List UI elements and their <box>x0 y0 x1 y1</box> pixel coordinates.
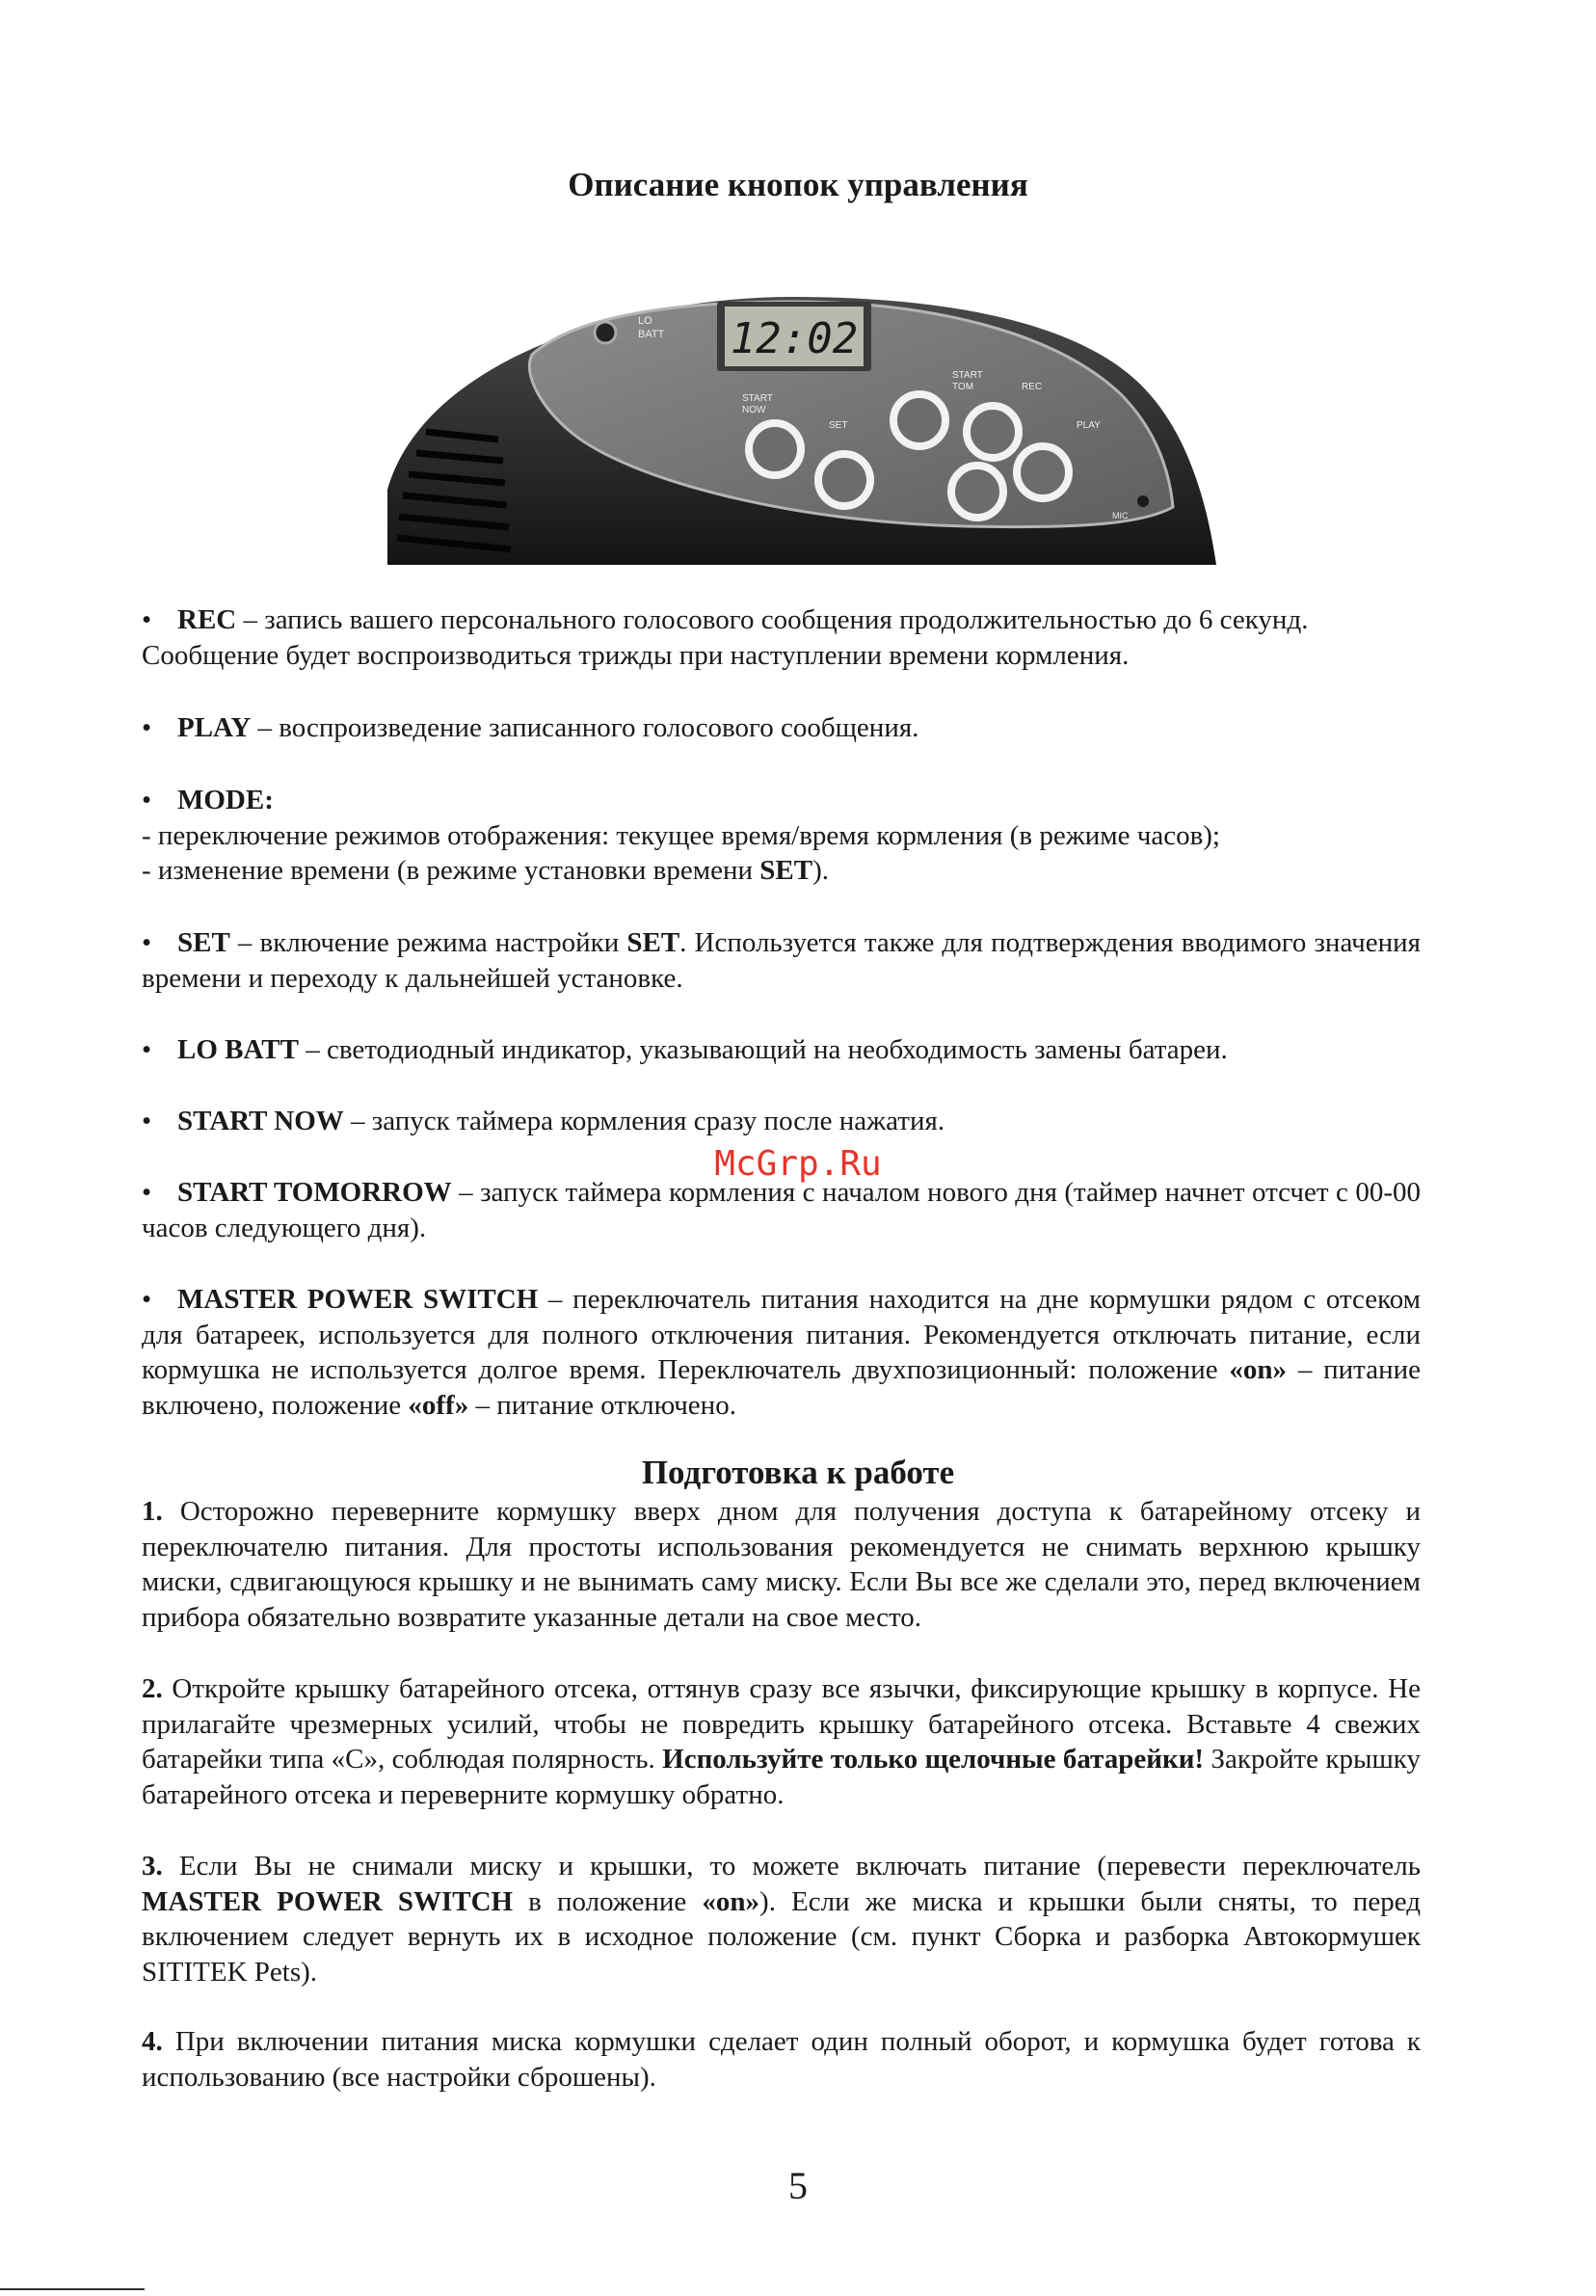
label-set: SET <box>829 420 848 431</box>
desc-play: – воспроизведение записанного голосового сообщения. <box>251 712 919 743</box>
term-play: PLAY <box>177 712 252 743</box>
step-2-bold: Используйте только щелочные батарейки! <box>662 1744 1205 1775</box>
bullet-icon: • <box>142 604 152 635</box>
footer-rule <box>0 2288 145 2290</box>
watermark: McGrp.Ru <box>714 1144 882 1184</box>
bullet-icon: • <box>142 1284 152 1315</box>
term-rec: REC <box>177 604 237 635</box>
label-batt: BATT <box>638 329 665 340</box>
start-now-button <box>749 423 801 475</box>
term-start-now: START NOW <box>177 1106 344 1136</box>
item-start-tomorrow <box>142 1175 1421 1245</box>
desc-master-on: «on» <box>1229 1354 1288 1385</box>
rec-button <box>967 406 1019 458</box>
label-rec: REC <box>1022 382 1043 392</box>
item-start-now <box>142 1104 1421 1139</box>
play-button <box>1017 446 1069 498</box>
term-master-power: MASTER POWER SWITCH <box>177 1284 539 1315</box>
desc-start-now: – запуск таймера кормления сразу после нажатия. <box>343 1106 945 1136</box>
bullet-icon: • <box>142 1177 152 1208</box>
label-start-now-2: NOW <box>742 405 766 415</box>
bullet-icon: • <box>142 1106 152 1136</box>
step-4-text: При включении питания миска кормушки сделает один полный оборот, и кормушка будет готова к использованию (все настройки сброшены). <box>142 2026 1421 2093</box>
item-rec <box>142 602 1421 673</box>
step-3-bold-1: MASTER POWER SWITCH <box>142 1885 514 1917</box>
step-3-bold-2: «on» <box>702 1885 760 1917</box>
desc-master-off: «off» <box>408 1389 469 1421</box>
label-play: PLAY <box>1077 420 1101 431</box>
desc-mode-1: - переключение режимов отображения: текущее время/время кормления (в режиме часов); <box>142 819 1220 851</box>
step-2-text-a: Откройте крышку батарейного отсека, оттянув сразу все язычки, фиксирующие крышку в корпусе. Не прилагайте чрезмерных усилий, чтобы не повредить крышку батарейного отсека. Вставьте 4 свежих батарейки типа «C», соблюдая полярность. <box>142 1673 1421 1775</box>
step-4 <box>142 2024 1421 2095</box>
step-3-text-a: Если Вы не снимали миску и крышки, то можете включать питание (перевести переключатель <box>162 1851 1421 1882</box>
desc-set-b: SET <box>626 927 680 958</box>
item-mode <box>142 783 1421 889</box>
step-3 <box>142 1849 1421 1989</box>
item-lo-batt <box>142 1032 1421 1068</box>
label-start-tom-1: START <box>952 370 983 381</box>
mode-button <box>951 466 1003 518</box>
step-1-text: Осторожно переверните кормушку вверх дном для получения доступа к батарейному отсеку и переключателю питания. Для простоты использования рекомендуется не снимать верхнюю крышку миски, сдвигающуюся крышку и не вынимать саму миску. Если Вы все же сделали это, перед включением прибора обязательно возвратите указанные детали на свое место. <box>142 1496 1421 1633</box>
term-set: SET <box>177 927 230 958</box>
desc-mode-2b: SET <box>759 855 813 886</box>
step-3-text-b: в положение <box>513 1885 703 1917</box>
bullet-icon: • <box>142 712 152 743</box>
step-1-num: 1. <box>142 1496 163 1527</box>
step-3-text-c: ). Если же миска и крышки были сняты, то перед включением следует вернуть их в исходное положение (см. пункт Сборка и разборка Автокормушек SITITEK Pets). <box>142 1885 1421 1988</box>
lo-batt-led-icon <box>595 322 616 343</box>
desc-lo-batt: – светодиодный индикатор, указывающий на необходимость замены батареи. <box>298 1034 1228 1065</box>
term-start-tomorrow: START TOMORROW <box>177 1177 452 1208</box>
item-set <box>142 925 1421 996</box>
bullet-icon: • <box>142 785 152 815</box>
desc-set-a: – включение режима настройки <box>229 927 627 958</box>
start-tomorrow-button <box>893 394 945 446</box>
bullet-icon: • <box>142 1034 152 1065</box>
term-mode: MODE: <box>177 785 274 815</box>
step-2-text-b: Закройте крышку батарейного отсека и переверните кормушку обратно. <box>142 1744 1421 1810</box>
set-button <box>818 454 870 506</box>
desc-master-a: – переключатель питания находится на дне кормушки рядом с отсеком для батареек, используется для полного отключения питания. Рекомендуется отключать питание, если кормушка не используется долгое время. Переключатель двухпозиционный: положение <box>142 1284 1421 1385</box>
desc-rec-2: Сообщение будет воспроизводиться трижды при наступлении времени кормления. <box>142 639 1130 671</box>
term-lo-batt: LO BATT <box>177 1034 299 1065</box>
step-2 <box>142 1671 1421 1812</box>
label-lo: LO <box>638 315 652 327</box>
label-mic: MIC <box>1112 511 1129 521</box>
step-4-num: 4. <box>142 2026 163 2057</box>
item-play <box>142 710 1421 746</box>
page-number: 5 <box>788 2164 808 2207</box>
section-title-preparation: Подготовка к работе <box>641 1454 955 1491</box>
step-3-num: 3. <box>142 1851 163 1882</box>
step-2-num: 2. <box>142 1673 163 1704</box>
desc-mode-2c: ). <box>812 855 829 886</box>
step-1 <box>142 1494 1421 1635</box>
label-start-tom-2: TOM <box>952 382 974 392</box>
item-master-power <box>142 1282 1421 1423</box>
desc-master-b: – питание включено, положение <box>142 1354 1421 1421</box>
section-title-controls: Описание кнопок управления <box>568 166 1028 203</box>
mic-icon <box>1137 495 1149 507</box>
bullet-icon: • <box>142 927 152 958</box>
desc-master-c: – питание отключено. <box>468 1389 736 1421</box>
desc-mode-2a: - изменение времени (в режиме установки времени <box>142 855 760 886</box>
lcd-display: 12:02 <box>730 314 859 363</box>
desc-set-c: . Используется также для подтверждения вводимого значения времени и переходу к дальнейшей установке. <box>142 927 1421 994</box>
desc-start-tomorrow: – запуск таймера кормления с началом нового дня (таймер начнет отсчет с 00-00 часов следующего дня). <box>142 1177 1421 1243</box>
label-start-now-1: START <box>742 393 773 404</box>
device-control-panel-image <box>387 287 1216 569</box>
desc-rec: – запись вашего персонального голосового сообщения продолжительностью до 6 секунд. <box>236 604 1309 635</box>
